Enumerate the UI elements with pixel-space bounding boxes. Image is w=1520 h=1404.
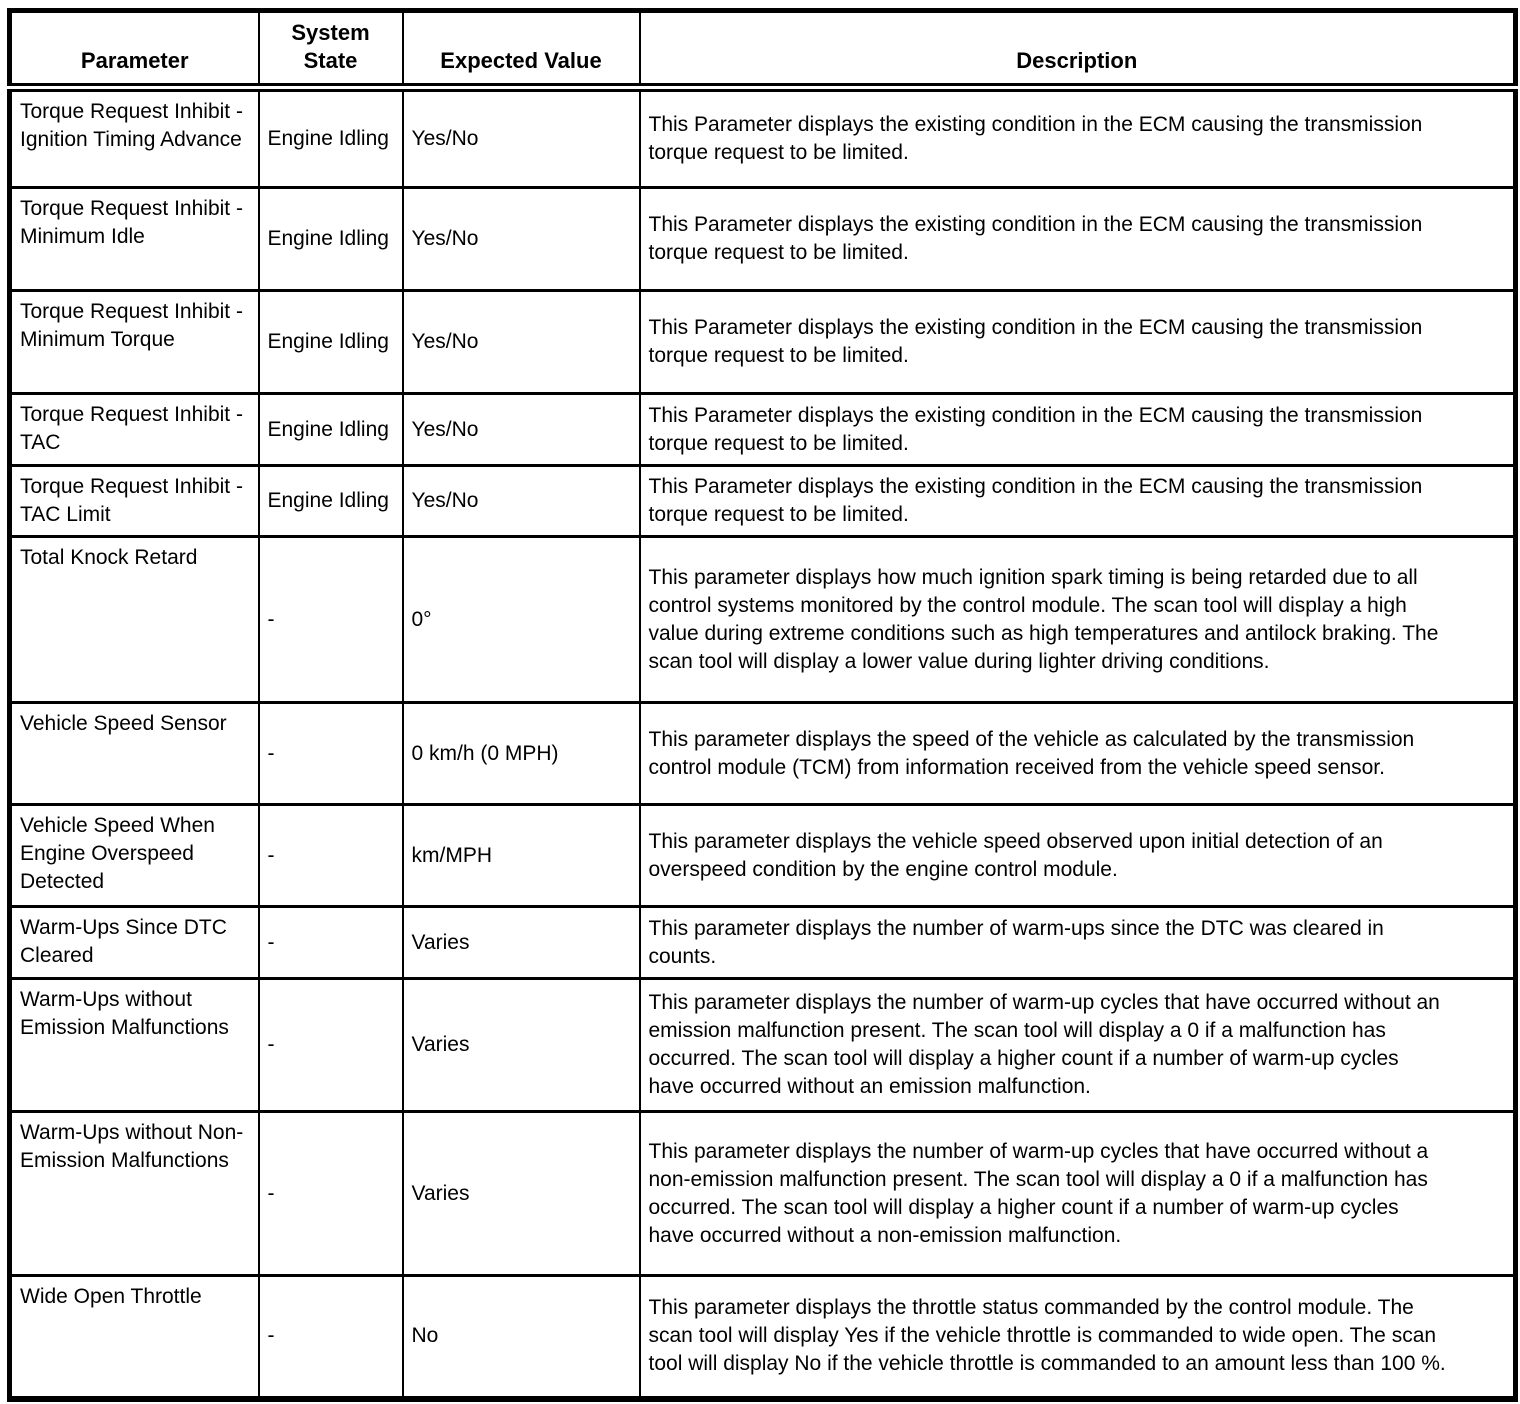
table-row bbox=[10, 537, 1516, 703]
cell-parameter: Warm-Ups without Non-Emission Malfunctions bbox=[10, 1112, 259, 1276]
cell-system-state: Engine Idling bbox=[259, 188, 403, 291]
cell-expected-value: Varies bbox=[403, 1112, 640, 1276]
table-row bbox=[10, 188, 1516, 291]
cell-description: This parameter displays the throttle status commanded by the control module. The scan tool will display Yes if the vehicle throttle is commanded to wide open. The scan tool will display No if the vehicle throttle is commanded to an amount less than 100 %. bbox=[640, 1276, 1516, 1399]
table-row bbox=[10, 703, 1516, 805]
table-row bbox=[10, 979, 1516, 1112]
cell-expected-value: 0 km/h (0 MPH) bbox=[403, 703, 640, 805]
cell-parameter: Torque Request Inhibit - TAC bbox=[10, 394, 259, 466]
table-row bbox=[10, 466, 1516, 537]
cell-system-state: - bbox=[259, 805, 403, 907]
cell-system-state: - bbox=[259, 1112, 403, 1276]
cell-system-state: - bbox=[259, 703, 403, 805]
table-row bbox=[10, 394, 1516, 466]
cell-expected-value: Yes/No bbox=[403, 466, 640, 537]
scan-tool-parameter-table bbox=[7, 8, 1518, 1402]
cell-description: This Parameter displays the existing condition in the ECM causing the transmission torque request to be limited. bbox=[640, 466, 1516, 537]
cell-description: This parameter displays the number of warm-up cycles that have occurred without a non-emission malfunction present. The scan tool will display a 0 if a malfunction has occurred. The scan tool will display a higher count if a number of warm-up cycles have occurred without a non-emission malfunction. bbox=[640, 1112, 1516, 1276]
cell-description: This parameter displays the vehicle speed observed upon initial detection of an overspeed condition by the engine control module. bbox=[640, 805, 1516, 907]
cell-parameter: Wide Open Throttle bbox=[10, 1276, 259, 1399]
cell-system-state: Engine Idling bbox=[259, 394, 403, 466]
cell-description: This parameter displays the number of warm-ups since the DTC was cleared in counts. bbox=[640, 907, 1516, 979]
table-row bbox=[10, 1276, 1516, 1399]
table-header bbox=[10, 11, 1516, 88]
cell-parameter: Torque Request Inhibit - TAC Limit bbox=[10, 466, 259, 537]
column-header-description: Description bbox=[640, 11, 1516, 88]
cell-parameter: Torque Request Inhibit - Minimum Idle bbox=[10, 188, 259, 291]
cell-system-state: - bbox=[259, 537, 403, 703]
cell-expected-value: 0° bbox=[403, 537, 640, 703]
cell-system-state: - bbox=[259, 1276, 403, 1399]
column-header-expected-value: Expected Value bbox=[403, 11, 640, 88]
cell-description: This parameter displays how much ignition spark timing is being retarded due to all control systems monitored by the control module. The scan tool will display a high value during extreme conditions such as high temperatures and antilock braking. The scan tool will display a lower value during lighter driving conditions. bbox=[640, 537, 1516, 703]
cell-system-state: Engine Idling bbox=[259, 466, 403, 537]
cell-parameter: Torque Request Inhibit - Ignition Timing Advance bbox=[10, 88, 259, 188]
table-row bbox=[10, 1112, 1516, 1276]
cell-system-state: Engine Idling bbox=[259, 88, 403, 188]
cell-description: This parameter displays the number of warm-up cycles that have occurred without an emission malfunction present. The scan tool will display a 0 if a malfunction has occurred. The scan tool will display a higher count if a number of warm-up cycles have occurred without an emission malfunction. bbox=[640, 979, 1516, 1112]
header-row bbox=[10, 11, 1516, 88]
cell-expected-value: km/MPH bbox=[403, 805, 640, 907]
cell-expected-value: Yes/No bbox=[403, 394, 640, 466]
cell-description: This Parameter displays the existing condition in the ECM causing the transmission torque request to be limited. bbox=[640, 188, 1516, 291]
column-header-parameter: Parameter bbox=[10, 11, 259, 88]
cell-expected-value: Varies bbox=[403, 979, 640, 1112]
cell-expected-value: Yes/No bbox=[403, 88, 640, 188]
cell-description: This Parameter displays the existing condition in the ECM causing the transmission torque request to be limited. bbox=[640, 291, 1516, 394]
cell-parameter: Torque Request Inhibit - Minimum Torque bbox=[10, 291, 259, 394]
cell-expected-value: No bbox=[403, 1276, 640, 1399]
table-row bbox=[10, 907, 1516, 979]
cell-system-state: - bbox=[259, 979, 403, 1112]
cell-expected-value: Yes/No bbox=[403, 291, 640, 394]
cell-parameter: Warm-Ups Since DTC Cleared bbox=[10, 907, 259, 979]
cell-description: This Parameter displays the existing condition in the ECM causing the transmission torque request to be limited. bbox=[640, 394, 1516, 466]
table-body bbox=[10, 88, 1516, 1399]
cell-expected-value: Yes/No bbox=[403, 188, 640, 291]
table-row bbox=[10, 88, 1516, 188]
cell-parameter: Warm-Ups without Emission Malfunctions bbox=[10, 979, 259, 1112]
cell-system-state: - bbox=[259, 907, 403, 979]
cell-parameter: Total Knock Retard bbox=[10, 537, 259, 703]
cell-description: This parameter displays the speed of the vehicle as calculated by the transmission control module (TCM) from information received from the vehicle speed sensor. bbox=[640, 703, 1516, 805]
table-row bbox=[10, 805, 1516, 907]
cell-system-state: Engine Idling bbox=[259, 291, 403, 394]
column-header-system-state: System State bbox=[259, 11, 403, 88]
cell-description: This Parameter displays the existing condition in the ECM causing the transmission torque request to be limited. bbox=[640, 88, 1516, 188]
cell-parameter: Vehicle Speed When Engine Overspeed Detected bbox=[10, 805, 259, 907]
table-row bbox=[10, 291, 1516, 394]
cell-expected-value: Varies bbox=[403, 907, 640, 979]
cell-parameter: Vehicle Speed Sensor bbox=[10, 703, 259, 805]
